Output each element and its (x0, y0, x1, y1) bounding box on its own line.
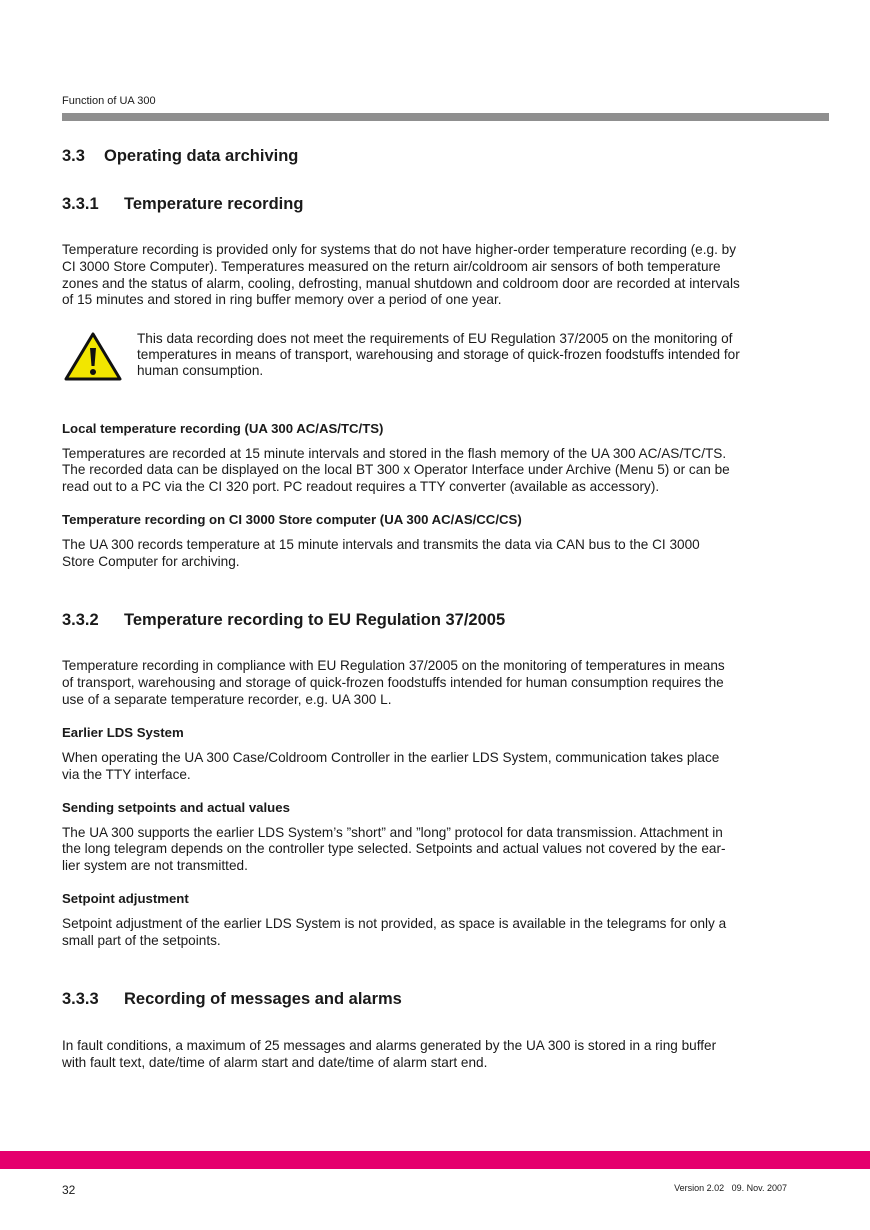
warning-icon (64, 332, 122, 382)
subheading-local: Local temperature recording (UA 300 AC/AS/TC/TS) (62, 421, 384, 436)
section-number: 3.3 (62, 147, 85, 165)
paragraph-line: In fault conditions, a maximum of 25 messages and alarms generated by the UA 300 is stored in a ring buffer (62, 1038, 717, 1053)
subsection-number: 3.3.3 (62, 990, 99, 1008)
paragraph-line: the long telegram depends on the controller type selected. Setpoints and actual values not covered by the ear- (62, 841, 726, 856)
section-heading (62, 147, 298, 166)
subsection-title: Recording of messages and alarms (124, 990, 402, 1008)
subsection-title: Temperature recording to EU Regulation 37/2005 (124, 611, 506, 629)
paragraph-line: small part of the setpoints. (62, 933, 221, 948)
paragraph-line: Temperature recording in compliance with EU Regulation 37/2005 on the monitoring of temperatures in means (62, 658, 725, 673)
section-title: Operating data archiving (104, 147, 299, 165)
warning-line: This data recording does not meet the requirements of EU Regulation 37/2005 on the monitoring of (137, 331, 733, 346)
subsection-number: 3.3.1 (62, 195, 99, 213)
paragraph-line: Setpoint adjustment of the earlier LDS System is not provided, as space is available in the telegrams for only a (62, 916, 727, 931)
subsection-heading-3-3-1 (62, 195, 303, 214)
paragraph-line: The UA 300 records temperature at 15 minute intervals and transmits the data via CAN bus to the CI 3000 (62, 537, 700, 552)
page-number: 32 (62, 1183, 76, 1197)
subsection-number: 3.3.2 (62, 611, 99, 629)
paragraph-line: CI 3000 Store Computer). Temperatures measured on the return air/coldroom air sensors of both temperature (62, 259, 721, 274)
subheading-setpoint: Setpoint adjustment (62, 891, 189, 906)
subheading-lds: Earlier LDS System (62, 725, 184, 740)
paragraph-line: When operating the UA 300 Case/Coldroom Controller in the earlier LDS System, communication takes place (62, 750, 720, 765)
footer-bar (0, 1151, 870, 1169)
paragraph-line: Store Computer for archiving. (62, 554, 240, 569)
subsection-title: Temperature recording (124, 195, 304, 213)
paragraph-line: zones and the status of alarm, cooling, defrosting, manual shutdown and coldroom door are recorded at intervals (62, 276, 740, 291)
subsection-heading-3-3-2 (62, 611, 505, 630)
header-rule (62, 113, 829, 121)
warning-line: human consumption. (137, 363, 264, 378)
subsection-heading-3-3-3 (62, 990, 402, 1009)
paragraph-line: with fault text, date/time of alarm start and date/time of alarm start end. (62, 1055, 488, 1070)
running-header: Function of UA 300 (62, 95, 156, 107)
paragraph-line: The UA 300 supports the earlier LDS System’s ”short” and ”long” protocol for data transmission. Attachment in (62, 825, 723, 840)
paragraph-line: via the TTY interface. (62, 767, 191, 782)
paragraph-line: read out to a PC via the CI 320 port. PC readout requires a TTY converter (available as accessory). (62, 479, 660, 494)
paragraph-line: lier system are not transmitted. (62, 858, 248, 873)
paragraph-line: The recorded data can be displayed on the local BT 300 x Operator Interface under Archive (Menu 5) or can be (62, 462, 730, 477)
paragraph-line: of 15 minutes and stored in ring buffer memory over a period of one year. (62, 292, 502, 307)
paragraph-line: of transport, warehousing and storage of quick-frozen foodstuffs intended for human consumption requires the (62, 675, 724, 690)
paragraph-line: Temperature recording is provided only for systems that do not have higher-order temperature recording (e.g. by (62, 242, 736, 257)
warning-line: temperatures in means of transport, warehousing and storage of quick-frozen foodstuffs intended for (137, 347, 740, 362)
version-info: Version 2.02 09. Nov. 2007 (674, 1183, 787, 1193)
paragraph-line: use of a separate temperature recorder, e.g. UA 300 L. (62, 692, 392, 707)
subheading-ci3000: Temperature recording on CI 3000 Store computer (UA 300 AC/AS/CC/CS) (62, 512, 522, 527)
paragraph-line: Temperatures are recorded at 15 minute intervals and stored in the flash memory of the UA 300 AC/AS/TC/TS. (62, 446, 727, 461)
subheading-sending: Sending setpoints and actual values (62, 800, 290, 815)
